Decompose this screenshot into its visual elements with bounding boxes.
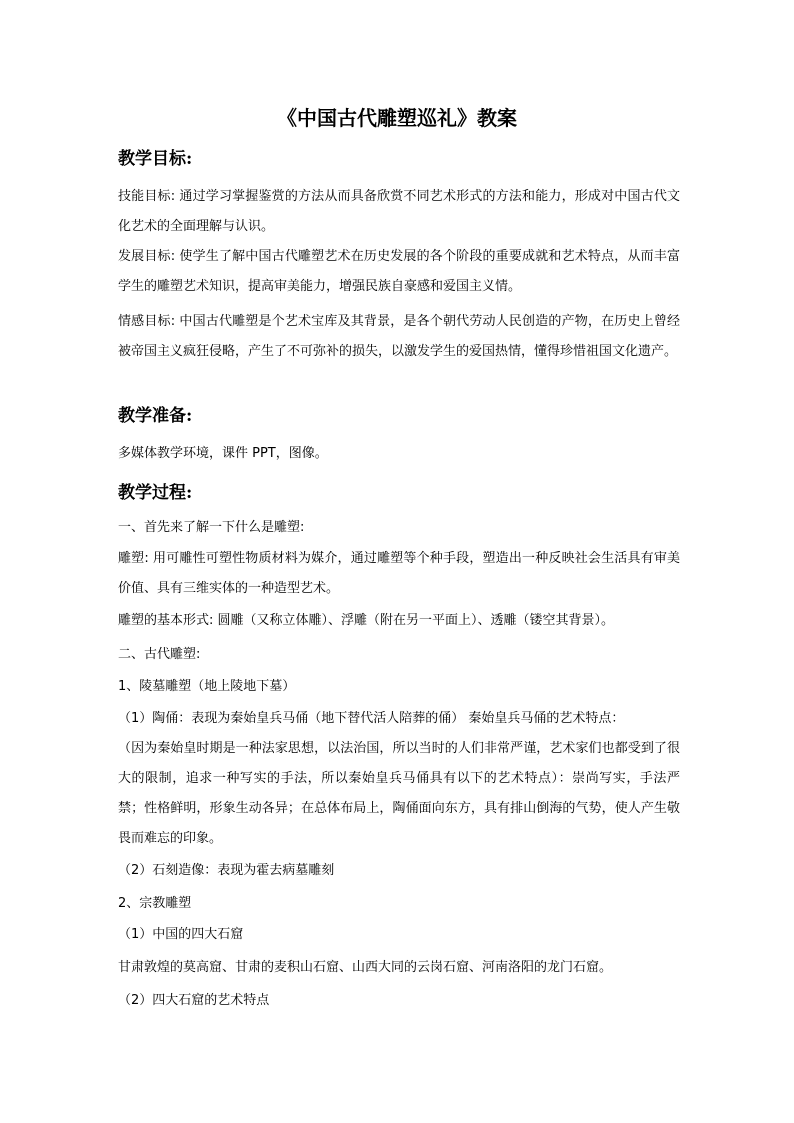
process-intro: 一、首先来了解一下什么是雕塑:: [118, 520, 305, 535]
paragraph-sculpture-forms: 雕塑的基本形式: 圆雕（又称立体雕）、浮雕（附在另一平面上）、透雕（镂空其背景）。: [118, 613, 615, 628]
section-ancient-sculpture: 二、古代雕塑:: [118, 647, 201, 662]
paragraph-skill-goal: 技能目标: 通过学习掌握鉴赏的方法从而具备欣赏不同艺术形式的方法和能力，形成对中国古代文化艺术的全面理解与认识。: [118, 189, 680, 234]
item-terracotta: （1）陶俑：表现为秦始皇兵马俑（地下替代活人陪葬的俑） 秦始皇兵马俑的艺术特点：: [118, 711, 625, 726]
item-four-grottoes: （1）中国的四大石窟: [118, 927, 244, 942]
item-stone-carving: （2）石刻造像：表现为霍去病墓雕刻: [118, 863, 335, 878]
paragraph-sculpture-definition: 雕塑: 用可雕性可塑性物质材料为媒介，通过雕塑等个种手段，塑造出一种反映社会生活具有审美价值、具有三维实体的一种造型艺术。: [118, 551, 680, 596]
heading-teaching-goals: 教学目标:: [118, 149, 193, 169]
paragraph-grottoes-list: 甘肃敦煌的莫高窟、甘肃的麦积山石窟、山西大同的云岗石窟、河南洛阳的龙门石窟。: [118, 960, 613, 975]
document-title: 《中国古代雕塑巡礼》教案: [277, 106, 517, 130]
heading-teaching-process: 教学过程:: [118, 483, 193, 503]
item-grottoes-features: （2）四大石窟的艺术特点: [118, 993, 270, 1008]
paragraph-terracotta-detail: （因为秦始皇时期是一种法家思想，以法治国，所以当时的人们非常严谨，艺术家们也都受到了很大的限制，追求一种写实的手法，所以秦始皇兵马俑具有以下的艺术特点）：崇尚写实，手法严禁；性格鲜明，形象生动各异；在总体布局上，陶俑面向东方，具有排山倒海的气势，使人产生敬畏而难忘的印象。: [118, 741, 680, 846]
paragraph-development-goal: 发展目标: 使学生了解中国古代雕塑艺术在历史发展的各个阶段的重要成就和艺术特点，从而丰富学生的雕塑艺术知识，提高审美能力，增强民族自豪感和爱国主义情。: [118, 249, 680, 294]
paragraph-emotion-goal: 情感目标: 中国古代雕塑是个艺术宝库及其背景，是各个朝代劳动人民创造的产物，在历史上曾经被帝国主义疯狂侵略，产生了不可弥补的损失，以激发学生的爱国热情，懂得珍惜祖国文化遗产。: [118, 314, 680, 359]
heading-teaching-prep: 教学准备:: [118, 406, 193, 426]
section-religious-sculpture: 2、宗教雕塑: [118, 896, 192, 911]
section-tomb-sculpture: 1、陵墓雕塑（地上陵地下墓）: [118, 679, 296, 694]
paragraph-prep: 多媒体教学环境，课件 PPT，图像。: [118, 446, 328, 461]
